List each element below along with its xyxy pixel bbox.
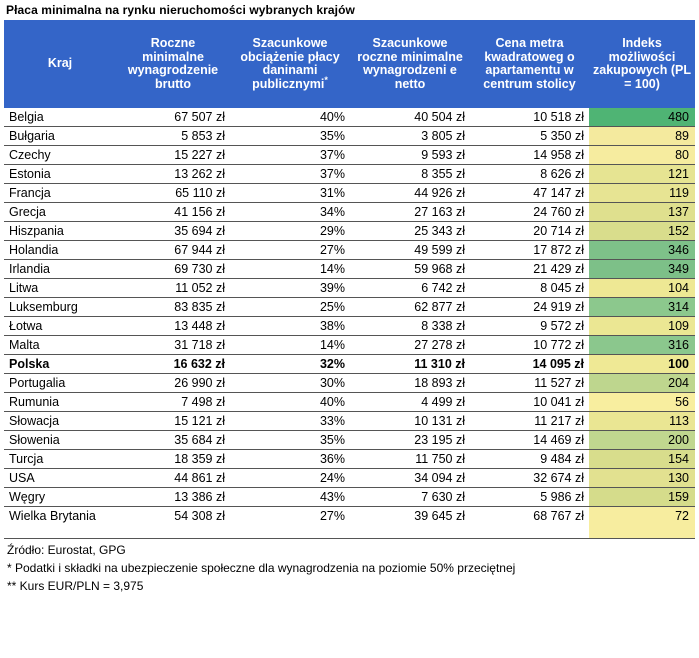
cell-price-per-sqm: 14 095 zł [470, 355, 589, 374]
column-header-price-per-sqm: Cena metra kwadratoweg o apartamentu w centrum stolicy [470, 20, 589, 108]
cell-price-per-sqm: 14 469 zł [470, 431, 589, 450]
cell-tax-burden: 39% [230, 279, 350, 298]
cell-country: Grecja [4, 203, 116, 222]
cell-net-wage: 4 499 zł [350, 393, 470, 412]
cell-country: Bułgaria [4, 127, 116, 146]
cell-purchasing-index: 89 [589, 127, 695, 146]
cell-price-per-sqm: 20 714 zł [470, 222, 589, 241]
cell-tax-burden: 32% [230, 355, 350, 374]
cell-tax-burden: 37% [230, 146, 350, 165]
cell-tax-burden: 40% [230, 108, 350, 127]
cell-country: Irlandia [4, 260, 116, 279]
table-row [4, 412, 695, 431]
table-row [4, 241, 695, 260]
cell-purchasing-index: 349 [589, 260, 695, 279]
cell-price-per-sqm: 24 760 zł [470, 203, 589, 222]
cell-gross-wage: 35 684 zł [116, 431, 230, 450]
cell-price-per-sqm: 5 986 zł [470, 488, 589, 507]
cell-tax-burden: 25% [230, 298, 350, 317]
note-asterisk: * Podatki i składki na ubezpieczenie społeczne dla wynagrodzenia na poziomie 50% przeciętnej [7, 561, 516, 575]
cell-gross-wage: 15 121 zł [116, 412, 230, 431]
cell-tax-burden: 30% [230, 374, 350, 393]
table-row [4, 279, 695, 298]
cell-gross-wage: 15 227 zł [116, 146, 230, 165]
cell-purchasing-index: 130 [589, 469, 695, 488]
cell-purchasing-index: 80 [589, 146, 695, 165]
minimum-wage-table [4, 20, 695, 539]
cell-country: Turcja [4, 450, 116, 469]
cell-tax-burden: 36% [230, 450, 350, 469]
table-header-row [4, 20, 695, 108]
table-row [4, 431, 695, 450]
table-row [4, 298, 695, 317]
table-row [4, 507, 695, 539]
cell-purchasing-index: 480 [589, 108, 695, 127]
column-header-purchasing-index: Indeks możliwości zakupowych (PL = 100) [589, 20, 695, 108]
cell-price-per-sqm: 8 045 zł [470, 279, 589, 298]
table-row [4, 488, 695, 507]
cell-purchasing-index: 56 [589, 393, 695, 412]
table-row [4, 222, 695, 241]
cell-price-per-sqm: 68 767 zł [470, 507, 589, 539]
cell-net-wage: 3 805 zł [350, 127, 470, 146]
cell-price-per-sqm: 9 484 zł [470, 450, 589, 469]
cell-purchasing-index: 109 [589, 317, 695, 336]
cell-purchasing-index: 113 [589, 412, 695, 431]
cell-net-wage: 62 877 zł [350, 298, 470, 317]
cell-purchasing-index: 137 [589, 203, 695, 222]
cell-purchasing-index: 152 [589, 222, 695, 241]
cell-gross-wage: 13 448 zł [116, 317, 230, 336]
column-header-tax-burden [230, 20, 350, 108]
cell-net-wage: 23 195 zł [350, 431, 470, 450]
cell-country: Wielka Brytania [4, 507, 116, 539]
cell-gross-wage: 35 694 zł [116, 222, 230, 241]
cell-country: Hiszpania [4, 222, 116, 241]
cell-tax-burden: 14% [230, 336, 350, 355]
table-body [4, 108, 695, 539]
cell-purchasing-index: 104 [589, 279, 695, 298]
cell-tax-burden: 37% [230, 165, 350, 184]
cell-price-per-sqm: 32 674 zł [470, 469, 589, 488]
cell-net-wage: 6 742 zł [350, 279, 470, 298]
cell-purchasing-index: 346 [589, 241, 695, 260]
cell-net-wage: 49 599 zł [350, 241, 470, 260]
cell-price-per-sqm: 5 350 zł [470, 127, 589, 146]
table-header [4, 20, 695, 108]
cell-purchasing-index: 119 [589, 184, 695, 203]
cell-net-wage: 59 968 zł [350, 260, 470, 279]
cell-gross-wage: 31 718 zł [116, 336, 230, 355]
table-row [4, 450, 695, 469]
cell-country: USA [4, 469, 116, 488]
footnote-marker-asterisk: * [324, 74, 328, 85]
cell-gross-wage: 26 990 zł [116, 374, 230, 393]
cell-price-per-sqm: 47 147 zł [470, 184, 589, 203]
cell-tax-burden: 33% [230, 412, 350, 431]
cell-net-wage: 9 593 zł [350, 146, 470, 165]
cell-country: Francja [4, 184, 116, 203]
cell-net-wage: 40 504 zł [350, 108, 470, 127]
cell-price-per-sqm: 21 429 zł [470, 260, 589, 279]
table-row [4, 184, 695, 203]
cell-country: Słowacja [4, 412, 116, 431]
cell-purchasing-index: 314 [589, 298, 695, 317]
cell-tax-burden: 29% [230, 222, 350, 241]
cell-tax-burden: 24% [230, 469, 350, 488]
footnotes [7, 541, 695, 595]
cell-country: Słowenia [4, 431, 116, 450]
cell-price-per-sqm: 10 518 zł [470, 108, 589, 127]
cell-country: Malta [4, 336, 116, 355]
cell-gross-wage: 69 730 zł [116, 260, 230, 279]
cell-net-wage: 18 893 zł [350, 374, 470, 393]
cell-gross-wage: 54 308 zł [116, 507, 230, 539]
table-row [4, 260, 695, 279]
cell-net-wage: 27 163 zł [350, 203, 470, 222]
cell-net-wage: 44 926 zł [350, 184, 470, 203]
note-source: Źródło: Eurostat, GPG [7, 543, 126, 557]
cell-net-wage: 8 355 zł [350, 165, 470, 184]
column-header-tax-burden-label: Szacunkowe obciążenie płacy daninami publicznymi [240, 36, 340, 91]
cell-country: Portugalia [4, 374, 116, 393]
cell-price-per-sqm: 8 626 zł [470, 165, 589, 184]
cell-price-per-sqm: 11 527 zł [470, 374, 589, 393]
cell-gross-wage: 5 853 zł [116, 127, 230, 146]
cell-country: Czechy [4, 146, 116, 165]
cell-gross-wage: 67 944 zł [116, 241, 230, 260]
cell-gross-wage: 7 498 zł [116, 393, 230, 412]
table-row [4, 336, 695, 355]
column-header-net-wage: Szacunkowe roczne minimalne wynagrodzeni e netto [350, 20, 470, 108]
cell-tax-burden: 40% [230, 393, 350, 412]
cell-purchasing-index: 100 [589, 355, 695, 374]
cell-net-wage: 34 094 zł [350, 469, 470, 488]
cell-price-per-sqm: 10 772 zł [470, 336, 589, 355]
cell-net-wage: 7 630 zł [350, 488, 470, 507]
cell-price-per-sqm: 11 217 zł [470, 412, 589, 431]
page-title: Płaca minimalna na rynku nieruchomości wybranych krajów [6, 3, 355, 17]
cell-country: Estonia [4, 165, 116, 184]
cell-price-per-sqm: 24 919 zł [470, 298, 589, 317]
cell-net-wage: 11 750 zł [350, 450, 470, 469]
cell-country: Litwa [4, 279, 116, 298]
table-row [4, 355, 695, 374]
table-row [4, 374, 695, 393]
table-row [4, 203, 695, 222]
table-row [4, 146, 695, 165]
cell-gross-wage: 18 359 zł [116, 450, 230, 469]
cell-gross-wage: 83 835 zł [116, 298, 230, 317]
cell-country: Rumunia [4, 393, 116, 412]
cell-net-wage: 8 338 zł [350, 317, 470, 336]
cell-tax-burden: 27% [230, 507, 350, 539]
cell-country: Holandia [4, 241, 116, 260]
cell-net-wage: 11 310 zł [350, 355, 470, 374]
cell-country: Węgry [4, 488, 116, 507]
cell-purchasing-index: 204 [589, 374, 695, 393]
cell-gross-wage: 41 156 zł [116, 203, 230, 222]
cell-gross-wage: 67 507 zł [116, 108, 230, 127]
column-header-gross-wage: Roczne minimalne wynagrodzenie brutto [116, 20, 230, 108]
cell-net-wage: 25 343 zł [350, 222, 470, 241]
cell-tax-burden: 14% [230, 260, 350, 279]
cell-country: Łotwa [4, 317, 116, 336]
cell-tax-burden: 31% [230, 184, 350, 203]
cell-net-wage: 27 278 zł [350, 336, 470, 355]
table-row [4, 317, 695, 336]
cell-tax-burden: 38% [230, 317, 350, 336]
cell-gross-wage: 65 110 zł [116, 184, 230, 203]
cell-purchasing-index: 316 [589, 336, 695, 355]
cell-net-wage: 39 645 zł [350, 507, 470, 539]
cell-price-per-sqm: 14 958 zł [470, 146, 589, 165]
cell-price-per-sqm: 9 572 zł [470, 317, 589, 336]
cell-tax-burden: 35% [230, 431, 350, 450]
cell-tax-burden: 43% [230, 488, 350, 507]
cell-purchasing-index: 121 [589, 165, 695, 184]
table-row [4, 127, 695, 146]
cell-country: Belgia [4, 108, 116, 127]
cell-gross-wage: 11 052 zł [116, 279, 230, 298]
cell-purchasing-index: 154 [589, 450, 695, 469]
cell-purchasing-index: 159 [589, 488, 695, 507]
table-row [4, 165, 695, 184]
cell-purchasing-index: 200 [589, 431, 695, 450]
note-double-asterisk: ** Kurs EUR/PLN = 3,975 [7, 579, 144, 593]
cell-price-per-sqm: 17 872 zł [470, 241, 589, 260]
cell-gross-wage: 13 262 zł [116, 165, 230, 184]
table-row [4, 108, 695, 127]
cell-tax-burden: 35% [230, 127, 350, 146]
cell-purchasing-index: 72 [589, 507, 695, 539]
cell-price-per-sqm: 10 041 zł [470, 393, 589, 412]
cell-gross-wage: 13 386 zł [116, 488, 230, 507]
cell-country: Polska [4, 355, 116, 374]
cell-gross-wage: 16 632 zł [116, 355, 230, 374]
column-header-country: Kraj [4, 20, 116, 108]
cell-tax-burden: 34% [230, 203, 350, 222]
cell-gross-wage: 44 861 zł [116, 469, 230, 488]
cell-country: Luksemburg [4, 298, 116, 317]
table-row [4, 469, 695, 488]
cell-net-wage: 10 131 zł [350, 412, 470, 431]
table-row [4, 393, 695, 412]
cell-tax-burden: 27% [230, 241, 350, 260]
